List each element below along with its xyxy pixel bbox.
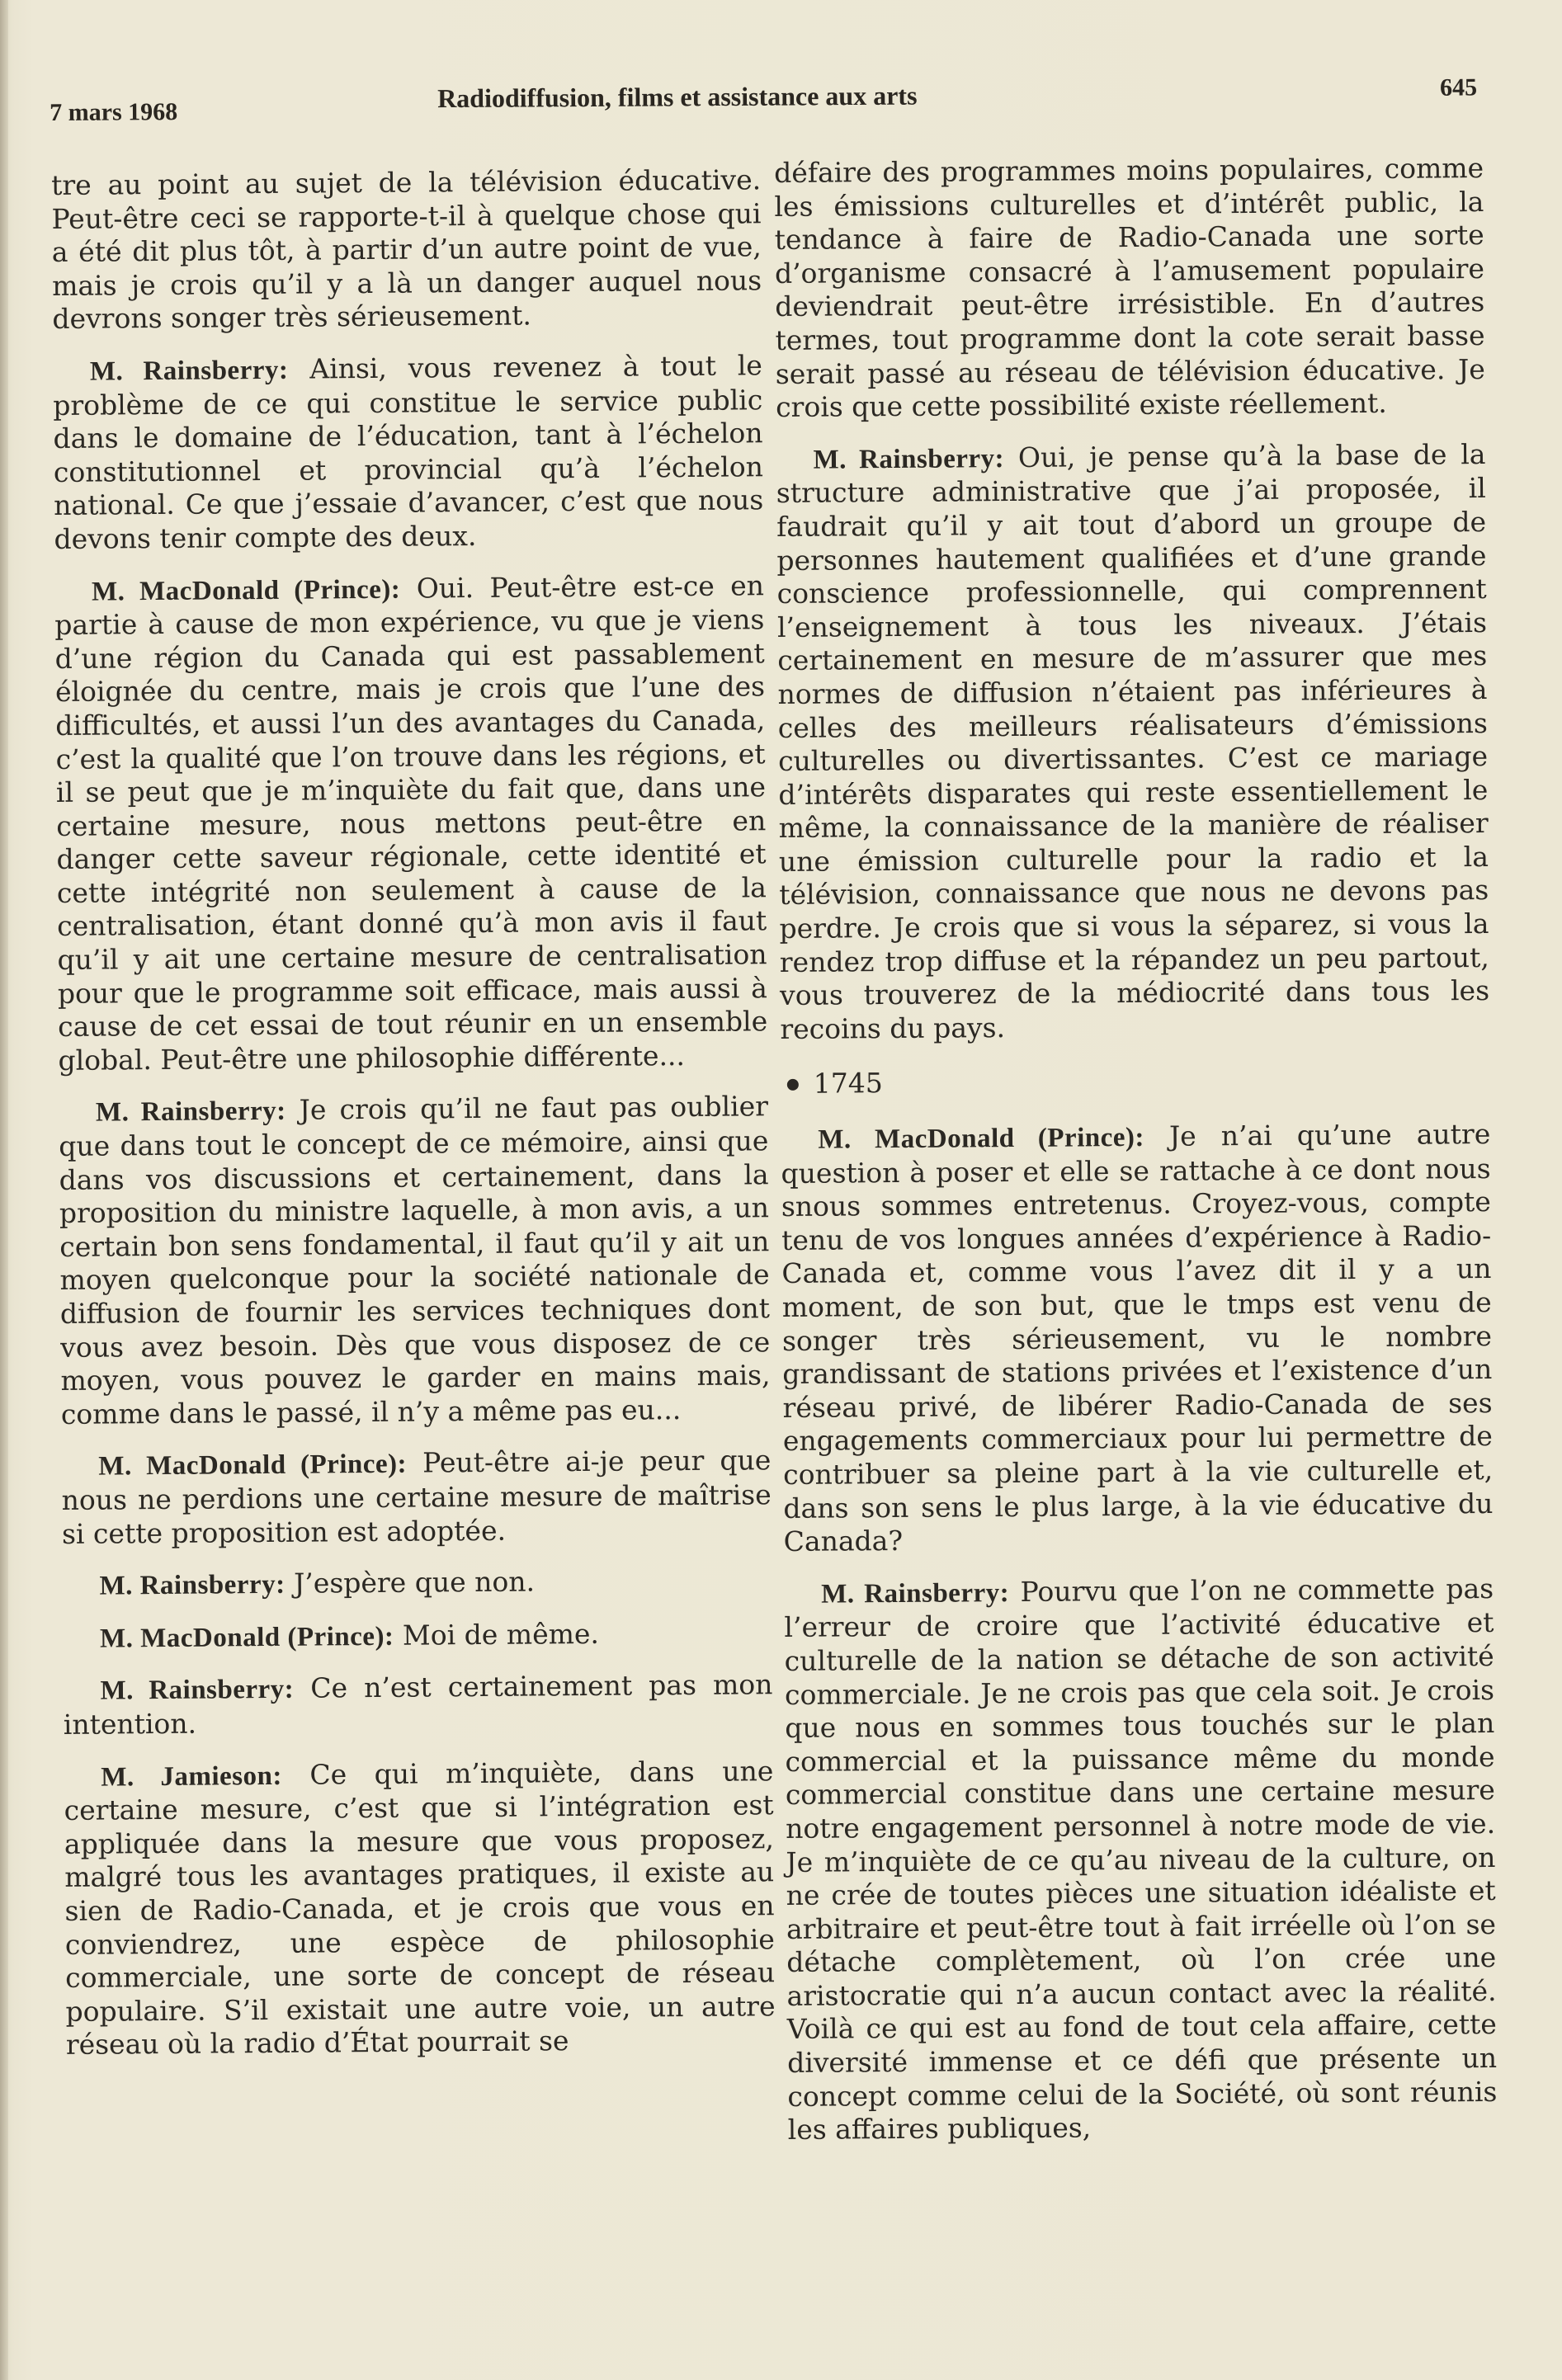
header-date: 7 mars 1968 (50, 98, 178, 126)
paragraph-text: Oui, je pense qu’à la base de la structure administrative que j’ai proposée, il faudrait qu’il y ait tout d’abord un groupe de personnes hautement qualifiées et d’une grande conscience professionnelle, qui comprennent l’enseignement à tous les niveaux. J’étais certainement en mesure de m’assurer que mes normes de diffusion n’étaient pas inférieures à celles des meilleurs réalisateurs d’émissions culturelles ou divertissantes. C’est ce mariage d’intérêts disparates qui reste essentiellement le même, la connaissance de la manière de réaliser une émission culturelle pour la radio et la télévision, connaissance que nous ne devons pas perdre. Je crois que si vous la séparez, si vous la rendez trop diffuse et la répandez un peu partout, vous trouverez de la médiocrité dans tous les recoins du pays. (776, 437, 1490, 1045)
header-page-number: 645 (1439, 73, 1478, 101)
bullet-icon (787, 1079, 799, 1091)
paragraph (64, 1755, 776, 2062)
paragraph (63, 1616, 772, 1656)
page-binding-edge (0, 0, 8, 2380)
paragraph-text: Pourvu que l’on ne commette pas l’erreur de croire que l’activité éducative et culturelle de la nation se détache de son activité commerciale. Je ne crois pas que cela soit. Je crois que nous en sommes tous touchés sur le plan commercial et la puissance même du monde commercial constitue dans une certaine mesure notre engagement personnel à notre mode de vie. Je m’inquiète de ce qu’au niveau de la culture, on ne crée de toutes pièces une situation idéaliste et arbitraire et peut-être tout à fait irréelle où l’on se détache complètement, où l’on crée une aristocratie qui n’a aucun contact avec la réalité. Voilà ce qui est au fond de tout cela affaire, cette diversité immense et ce défi que présente un concept comme celui de la Société, où sont réunis les affaires publiques, (784, 1572, 1498, 2147)
speaker-name: M. MacDonald (Prince): (818, 1122, 1145, 1155)
speaker-name: M. Rainsberry: (99, 1569, 286, 1601)
paragraph (774, 152, 1485, 425)
speaker-name: M. Rainsberry: (821, 1577, 1010, 1609)
speaker-name: M. Rainsberry: (813, 443, 1005, 475)
paragraph (63, 1669, 773, 1742)
speaker-name: M. MacDonald (Prince): (91, 574, 401, 607)
paragraph (61, 1444, 772, 1552)
paragraph (784, 1572, 1498, 2147)
paragraph (59, 1091, 771, 1432)
paragraph (781, 1118, 1494, 1559)
speaker-name: M. MacDonald (Prince): (98, 1449, 408, 1482)
paragraph (51, 163, 762, 337)
speaker-name: M. Rainsberry: (89, 355, 289, 387)
paragraph-text: Ainsi, vous revenez à tout le problème de ce qui constitue le service public dans le domaine de l’éducation, tant à l’échelon constitutionnel et provincial qu’à l’échelon national. Ce que j’essaie d’avancer, c’est que nous devons tenir compte des deux. (53, 349, 764, 555)
speaker-name: M. MacDonald (Prince): (99, 1621, 394, 1654)
paragraph (54, 569, 768, 1078)
paragraph-text: Je crois qu’il ne faut pas oublier que dans tout le concept de ce mémoire, ainsi que dans vos discussions et certainement, dans la proposition du ministre laquelle, à mon avis, a un certain bon sens fondamental, il faut qu’il y ait un moyen quelconque pour la société nationale de diffusion de fournir les services techniques dont vous avez besoin. Dès que vous disposez de ce moyen, vous pouvez le garder en mains mais, comme dans le passé, il n’y a même pas eu... (59, 1090, 771, 1430)
paragraph-text: Peut-être ai-je peur que nous ne perdions une certaine mesure de maîtrise si cette proposition est adoptée. (61, 1444, 772, 1550)
paragraph (53, 349, 764, 556)
right-column (774, 152, 1498, 2166)
paragraph-text: Ce n’est certainement pas mon intention. (63, 1668, 773, 1741)
paragraph-text: Je n’ai qu’une autre question à poser et elle se rattache à ce dont nous snous sommes entretenus. Croyez-vous, compte tenu de vos longues années d’expérience à Radio-Canada et, comme vous l’avez dit il y a un moment, de son but, que le tmps est venu de songer très sérieusement, vu le nombre grandissant de stations privées et l’existence d’un réseau privé, de libérer Radio-Canada de ses engagements commerciaux pour lui permettre de contribuer sa pleine part à la vie culturelle et, dans son sens le plus large, à la vie éducative du Canada? (781, 1117, 1494, 1558)
paragraph (776, 438, 1489, 1047)
speaker-name: M. Rainsberry: (100, 1675, 295, 1706)
paragraph-text: Ce qui m’inquiète, dans une certaine mesure, c’est que si l’intégration est appliquée dans la mesure que vous proposez, malgré tous les avantages pratiques, il existe au sien de Radio-Canada, et je crois que vous en conviendrez, une espèce de philosophie commerciale, une sorte de concept de réseau populaire. S’il existait une autre voie, un autre réseau où la radio d’État pourrait se (64, 1754, 776, 2062)
header-title: Radiodiffusion, films et assistance aux arts (437, 80, 918, 114)
time-marker-text: 1745 (813, 1067, 883, 1100)
paragraph-text: défaire des programmes moins populaires, comme les émissions culturelles et d’intérêt public, la tendance à faire de Radio-Canada une sorte d’organisme consacré à l’amusement populaire deviendrait peut-être irrésistible. En d’autres termes, tout programme dont la cote serait basse serait passé au réseau de télévision éducative. Je crois que cette possibilité existe réellement. (774, 151, 1485, 424)
speaker-name: M. Jamieson: (101, 1760, 283, 1793)
paragraph-text: J’espère que non. (293, 1565, 536, 1600)
time-marker (787, 1063, 1490, 1101)
paragraph-text: Oui. Peut-être est-ce en partie à cause de mon expérience, vu que je viens d’une région du Canada qui est passablement éloignée du centre, mais je crois que l’une des difficultés, et aussi l’un des avantages du Canada, c’est la qualité que l’on trouve dans les régions, et il se peut que je m’inquiète du fait que, dans une certaine mesure, nous mettons peut-être en danger cette saveur régionale, cette identité et cette intégrité non seulement à cause de la centralisation, étant donné qu’à mon avis il faut qu’il y ait une certaine mesure de centralisation pour que le programme soit efficace, mais aussi à cause de cet essai de tout réunir en un ensemble global. Peut-être une philosophie différente... (54, 568, 768, 1077)
paragraph-text: Moi de même. (402, 1617, 600, 1652)
left-column (51, 163, 776, 2081)
page-header (50, 73, 1477, 132)
speaker-name: M. Rainsberry: (95, 1096, 286, 1129)
paragraph (62, 1563, 772, 1603)
paragraph-text: tre au point au sujet de la télévision éducative. Peut-être ceci se rapporte-t-il à quelque chose qui a été dit plus tôt, à partir d’un autre point de vue, mais je crois qu’il y a là un danger auquel nous devrons songer très sérieusement. (51, 163, 762, 336)
